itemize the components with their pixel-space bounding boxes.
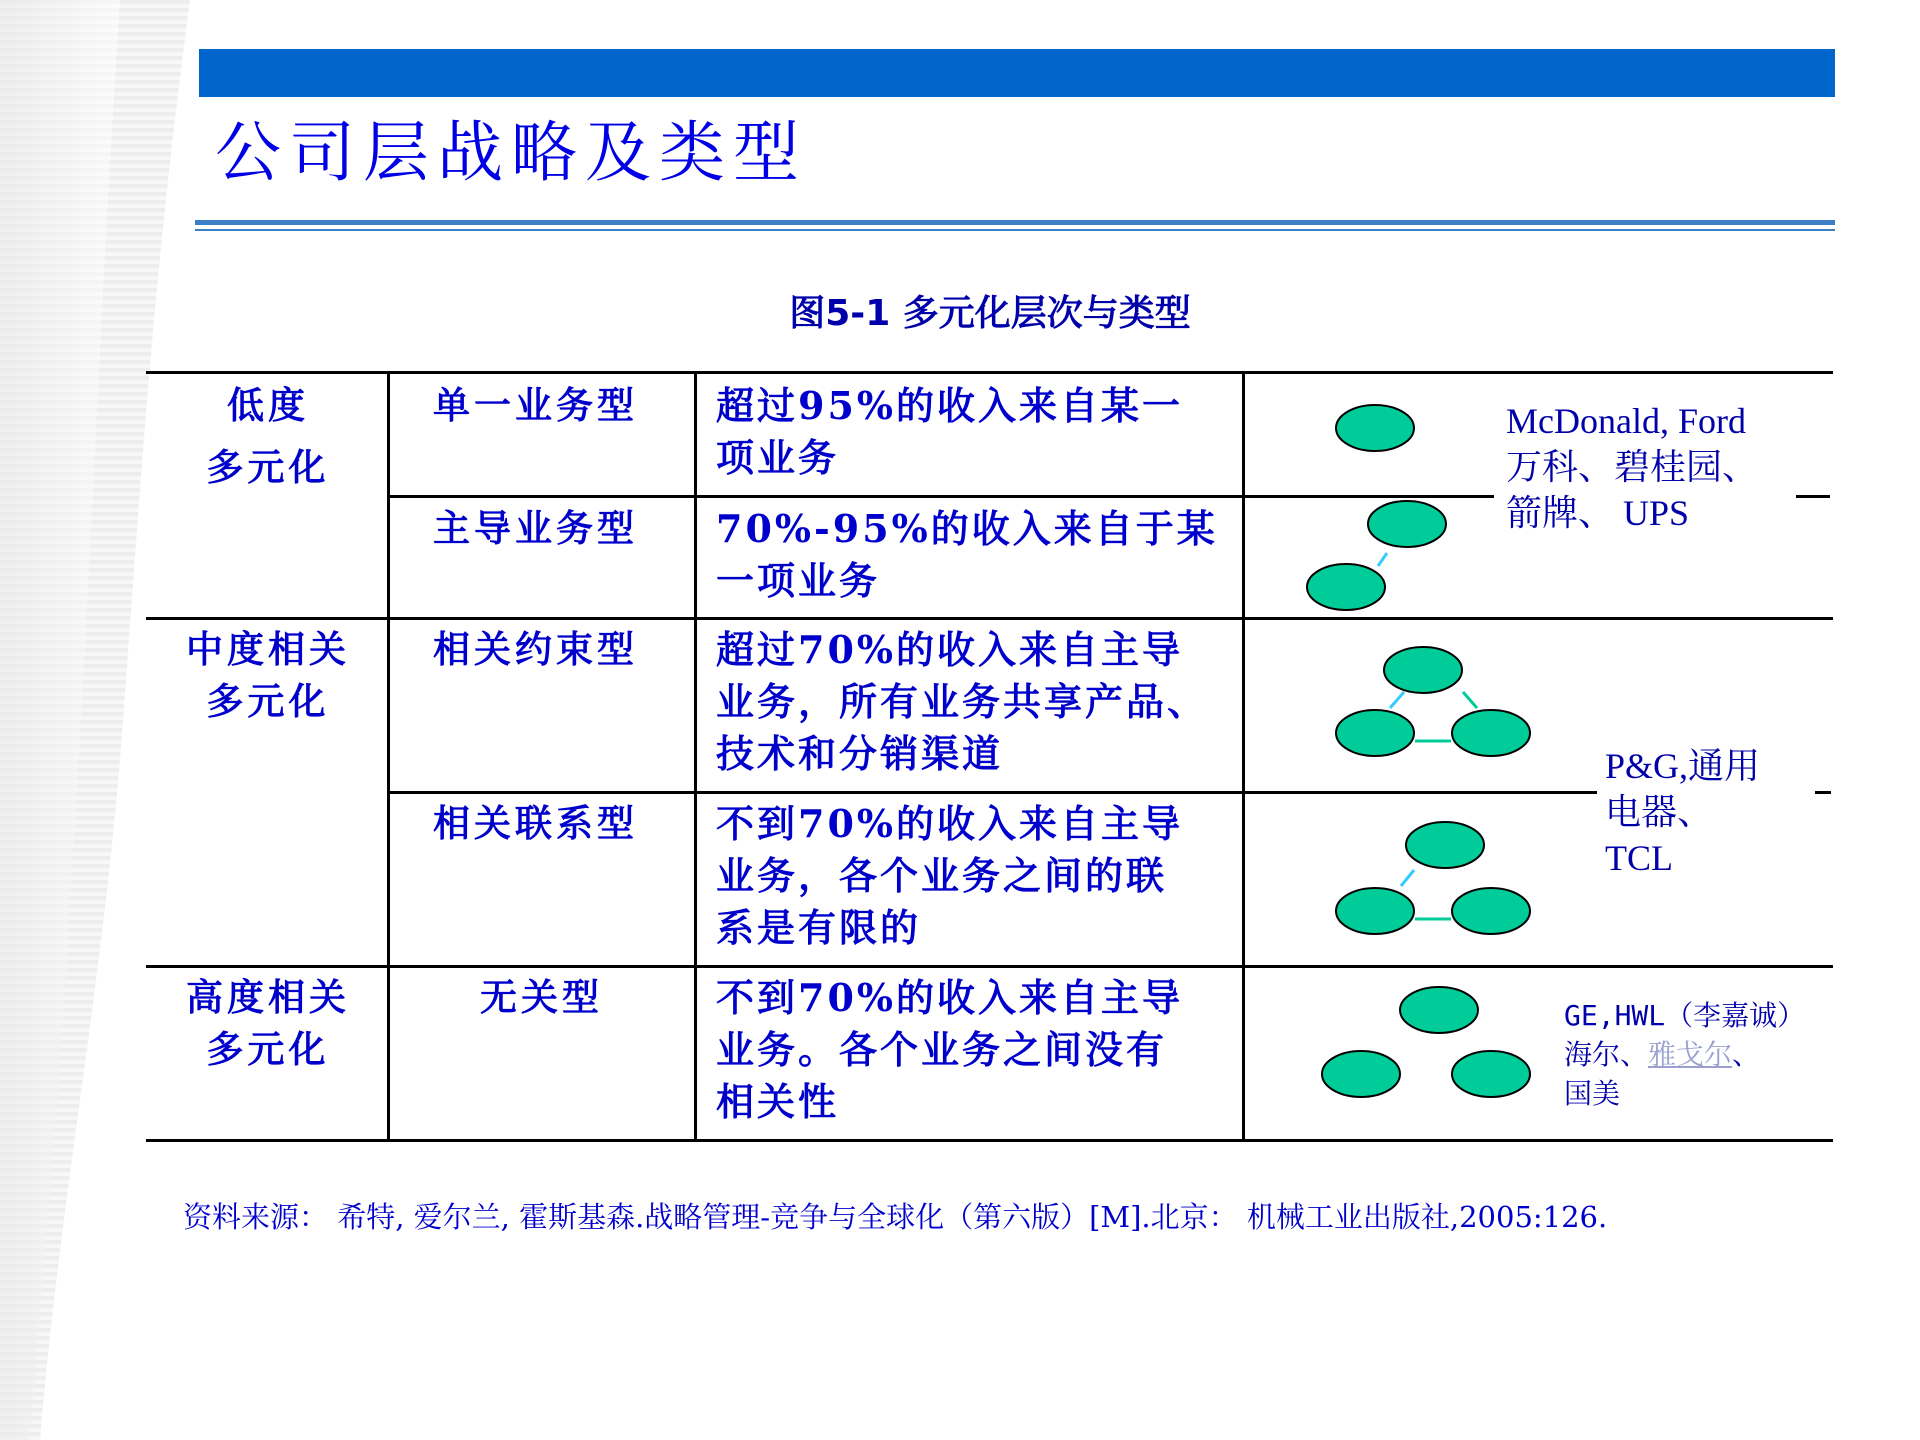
- level-cell-low: [150, 380, 386, 494]
- desc-line: 不到70%的收入来自主导: [716, 801, 1183, 846]
- level-line: 低度: [227, 384, 309, 427]
- example-line: P&G,通用: [1605, 746, 1761, 786]
- desc-line: 业务，各个业务之间的联: [716, 853, 1168, 898]
- level-line: 中度相关: [186, 628, 350, 671]
- level-cell-high: [150, 972, 386, 1076]
- desc-cell: [716, 624, 1208, 780]
- level-line: 多元化: [206, 1028, 330, 1071]
- company-link[interactable]: 雅戈尔: [1648, 1038, 1733, 1071]
- table-row-divider: [388, 791, 1603, 794]
- example-line: 箭牌、 UPS: [1506, 493, 1690, 533]
- level-line: 多元化: [206, 680, 330, 723]
- example-line: TCL: [1605, 838, 1673, 878]
- business-ellipse: [1452, 1051, 1530, 1097]
- example-line: 电器、: [1605, 792, 1714, 832]
- business-ellipse: [1406, 822, 1484, 868]
- connector-line: [1390, 692, 1404, 708]
- desc-line: 不到70%的收入来自主导: [716, 975, 1183, 1020]
- desc-line: 业务，所有业务共享产品、: [716, 679, 1209, 724]
- business-ellipse: [1452, 710, 1530, 756]
- business-ellipse: [1336, 888, 1414, 934]
- desc-cell: [716, 380, 1183, 484]
- desc-line: 技术和分销渠道: [716, 731, 1004, 776]
- table-row-divider: [1795, 495, 1830, 498]
- examples-high: [1564, 996, 1834, 1113]
- desc-line: 业务。各个业务之间没有: [716, 1027, 1168, 1072]
- desc-cell: [716, 972, 1183, 1128]
- example-line: 万科、碧桂园、: [1506, 447, 1759, 487]
- type-cell: 单一业务型: [433, 384, 638, 427]
- level-line: 多元化: [206, 446, 330, 489]
- level-line: 高度相关: [186, 976, 350, 1019]
- connector-line: [1401, 870, 1414, 886]
- table-border-top: [146, 371, 1833, 374]
- desc-line: 一项业务: [716, 558, 881, 603]
- example-text: 、: [1732, 1038, 1761, 1071]
- level-cell-medium: [150, 624, 386, 728]
- business-ellipse: [1322, 1051, 1400, 1097]
- table-row-divider: [146, 617, 1833, 620]
- business-ellipse: [1400, 987, 1478, 1033]
- connector-line: [1378, 553, 1387, 566]
- business-ellipse: [1452, 888, 1530, 934]
- desc-line: 超过95%的收入来自某一: [716, 383, 1183, 428]
- business-ellipse: [1384, 647, 1462, 693]
- example-line: McDonald, Ford: [1506, 401, 1746, 441]
- source-note: 资料来源： 希特, 爱尔兰, 霍斯基森.战略管理-竞争与全球化（第六版）[M].北京： 机械工业出版社,2005:126.: [183, 1200, 1608, 1234]
- header-bar: [199, 49, 1835, 97]
- type-cell: 无关型: [480, 976, 603, 1019]
- desc-line: 相关性: [716, 1079, 840, 1124]
- examples-medium: [1597, 739, 1815, 887]
- business-ellipse: [1336, 710, 1414, 756]
- desc-line: 超过70%的收入来自主导: [716, 627, 1183, 672]
- title-divider-thin: [195, 229, 1835, 231]
- examples-low: [1506, 398, 1796, 542]
- example-line: GE,HWL（李嘉诚）: [1564, 999, 1806, 1032]
- desc-cell: [716, 798, 1183, 954]
- title-divider: [195, 220, 1835, 225]
- table-row-divider: [388, 495, 1494, 498]
- business-ellipse: [1368, 501, 1446, 547]
- type-cell: 相关约束型: [433, 628, 638, 671]
- table-border-bottom: [146, 1139, 1833, 1142]
- desc-line: 70%-95%的收入来自于某: [716, 506, 1218, 551]
- desc-line: 系是有限的: [716, 905, 922, 950]
- desc-line: 项业务: [716, 435, 840, 480]
- table-row-divider: [146, 965, 1833, 968]
- type-cell: 主导业务型: [433, 507, 638, 550]
- figure-caption: 图5-1 多元化层次与类型: [789, 293, 1191, 334]
- example-line: [1564, 1035, 1834, 1074]
- table-col-divider: [387, 371, 390, 1142]
- desc-cell: [716, 503, 1218, 607]
- example-line: 国美: [1564, 1077, 1621, 1110]
- connector-line: [1463, 692, 1477, 708]
- table-col-divider: [1242, 371, 1245, 1142]
- example-text: 海尔、: [1564, 1038, 1649, 1071]
- business-ellipse: [1307, 564, 1385, 610]
- page-title: 公司层战略及类型: [215, 114, 807, 191]
- type-cell: 相关联系型: [433, 802, 638, 845]
- business-ellipse: [1336, 405, 1414, 451]
- table-col-divider: [694, 371, 697, 1142]
